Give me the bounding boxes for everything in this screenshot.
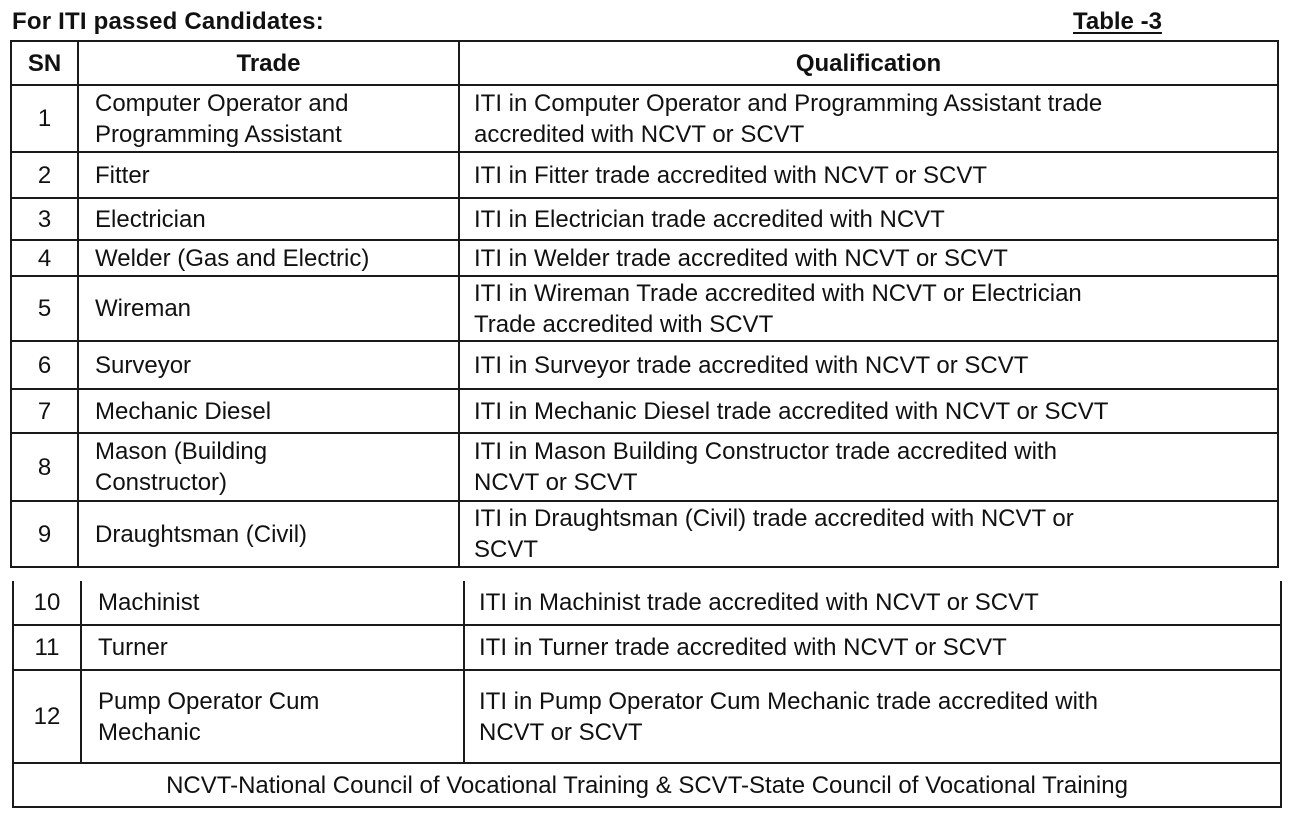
- table-row: [11, 240, 1278, 276]
- sn-cell: 1: [11, 85, 78, 152]
- sn-cell: 3: [11, 198, 78, 240]
- qualification-cell: ITI in Fitter trade accredited with NCVT or SCVT: [459, 152, 1278, 198]
- trade-cell: Pump Operator Cum Mechanic: [81, 670, 464, 763]
- qualification-table-top: [10, 40, 1279, 568]
- footnote-row: [13, 763, 1281, 807]
- sn-cell: 5: [11, 276, 78, 341]
- sn-cell: 9: [11, 501, 78, 567]
- table-row: [11, 152, 1278, 198]
- sn-cell: 8: [11, 433, 78, 501]
- trade-cell: Wireman: [78, 276, 459, 341]
- sn-cell: 6: [11, 341, 78, 389]
- trade-cell: Draughtsman (Civil): [78, 501, 459, 567]
- qualification-cell: ITI in Electrician trade accredited with NCVT: [459, 198, 1278, 240]
- table-label: Table -3: [1073, 8, 1162, 35]
- trade-cell: Mason (Building Constructor): [78, 433, 459, 501]
- header-row: [11, 41, 1278, 85]
- sn-cell: 7: [11, 389, 78, 433]
- sn-cell: 10: [13, 581, 81, 625]
- trade-cell: Mechanic Diesel: [78, 389, 459, 433]
- qualification-cell: ITI in Turner trade accredited with NCVT or SCVT: [464, 625, 1281, 670]
- qualification-cell: ITI in Mechanic Diesel trade accredited with NCVT or SCVT: [459, 389, 1278, 433]
- table-row: [11, 276, 1278, 341]
- qualification-cell: ITI in Mason Building Constructor trade accredited with NCVT or SCVT: [459, 433, 1278, 501]
- table-row: [11, 389, 1278, 433]
- trade-cell: Electrician: [78, 198, 459, 240]
- qualification-cell: ITI in Computer Operator and Programming Assistant trade accredited with NCVT or SCVT: [459, 85, 1278, 152]
- table-row: [11, 501, 1278, 567]
- table-row: [13, 670, 1281, 763]
- qualification-cell: ITI in Draughtsman (Civil) trade accredited with NCVT or SCVT: [459, 501, 1278, 567]
- trade-cell: Fitter: [78, 152, 459, 198]
- qualification-cell: ITI in Welder trade accredited with NCVT or SCVT: [459, 240, 1278, 276]
- table-row: [11, 85, 1278, 152]
- table-row: [13, 581, 1281, 625]
- qualification-cell: ITI in Surveyor trade accredited with NCVT or SCVT: [459, 341, 1278, 389]
- table-row: [13, 625, 1281, 670]
- qualification-table-bottom: [12, 581, 1282, 808]
- qualification-cell: ITI in Wireman Trade accredited with NCVT or Electrician Trade accredited with SCVT: [459, 276, 1278, 341]
- table-row: [11, 198, 1278, 240]
- column-header-qualification: Qualification: [459, 41, 1278, 85]
- trade-cell: Machinist: [81, 581, 464, 625]
- trade-cell: Surveyor: [78, 341, 459, 389]
- table-row: [11, 433, 1278, 501]
- sn-cell: 2: [11, 152, 78, 198]
- page-heading: For ITI passed Candidates:: [12, 8, 324, 35]
- trade-cell: Computer Operator and Programming Assistant: [78, 85, 459, 152]
- footnote: NCVT-National Council of Vocational Training & SCVT-State Council of Vocational Training: [13, 763, 1281, 807]
- sn-cell: 11: [13, 625, 81, 670]
- table-row: [11, 341, 1278, 389]
- qualification-cell: ITI in Pump Operator Cum Mechanic trade accredited with NCVT or SCVT: [464, 670, 1281, 763]
- sn-cell: 4: [11, 240, 78, 276]
- qualification-cell: ITI in Machinist trade accredited with NCVT or SCVT: [464, 581, 1281, 625]
- column-header-trade: Trade: [78, 41, 459, 85]
- column-header-sn: SN: [11, 41, 78, 85]
- trade-cell: Welder (Gas and Electric): [78, 240, 459, 276]
- sn-cell: 12: [13, 670, 81, 763]
- trade-cell: Turner: [81, 625, 464, 670]
